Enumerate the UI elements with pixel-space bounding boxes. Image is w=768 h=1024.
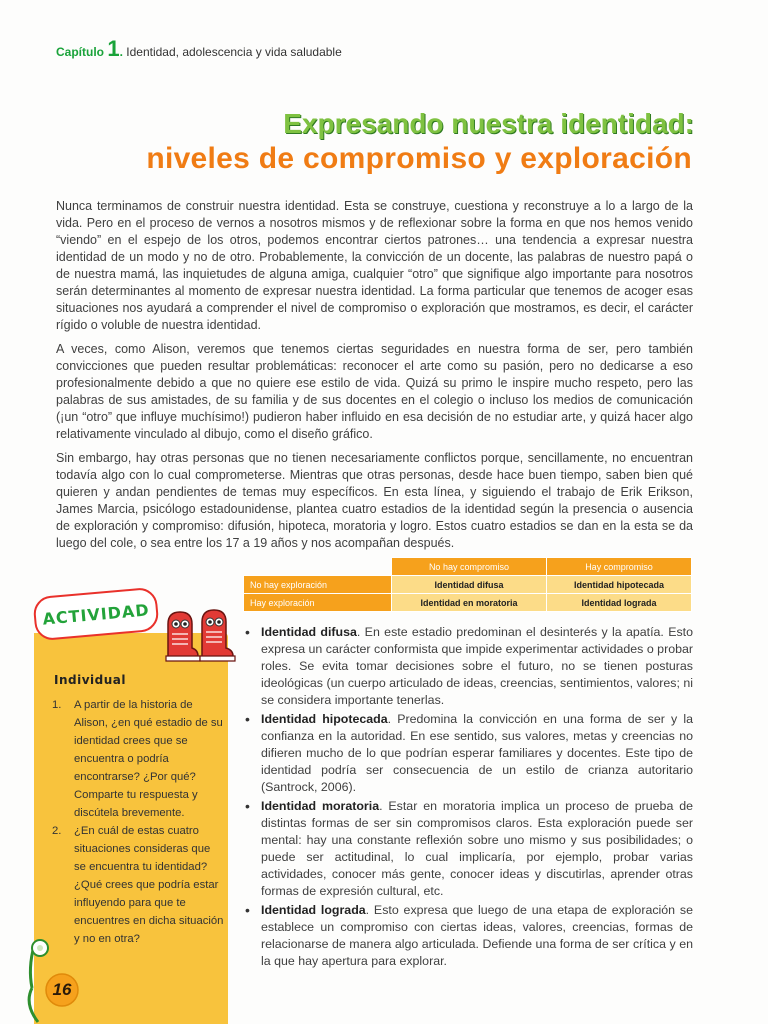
item-text: ¿En cuál de estas cuatro situaciones consideras que se encuentra tu identidad? ¿Qué crees que podría estar influyendo para que te encuentres en dicha situación y no en otra? — [74, 825, 224, 945]
list-item — [243, 624, 693, 709]
page-number: 16 — [52, 980, 72, 999]
bullet-text: . Esto expresa que luego de una etapa de exploración se establece un compromiso con ciertas ideas, valores, creencias, formas de relacionarse de manera algo articulada. Defiende una forma de ser crítica y en la que hay apertura para explorar. — [261, 903, 693, 968]
table-cell: Identidad en moratoria — [392, 594, 547, 612]
sneakers-icon — [162, 602, 238, 664]
bullet-text: . En este estadio predominan el desinterés y la apatía. Esto expresa un carácter conformista que impide experimentar actividades o probar roles. Se evita tomar decisiones sobre el futuro, no se tienen posturas ideológicas (un cuerpo articulado de ideas, creencias, sentimientos, valores; ni se considera importante tenerlas. — [261, 625, 693, 707]
list-item — [243, 798, 693, 900]
list-item — [243, 902, 693, 970]
chapter-header — [56, 36, 342, 62]
paragraph: Nunca terminamos de construir nuestra identidad. Esta se construye, cuestiona y reconstruye a lo a largo de la vida. Pero en el proceso de vernos a nosotros mismos y de reflexionar sobre la forma en que nos hemos venido “viendo” en el espejo de los otros, podemos encontrar ciertos patrones… una tendencia a expresar nuestra identidad de un modo y no de otro. Probablemente, la convicción de un docente, las palabras de nuestro papá o de nuestra mamá, las inquietudes de alguna amiga, cualquier “otro” que signifique algo importante para nosotros serán determinantes al momento de expresar nuestra identidad. La forma particular que tenemos de acoger esas situaciones nos ayudará a comprender el nivel de compromiso o exploración que mostramos, es decir, el carácter rígido o voluble de nuestra identidad. — [56, 199, 693, 332]
chapter-number: 1 — [107, 36, 120, 61]
list-item — [52, 696, 224, 822]
table-cell: Identidad difusa — [392, 576, 547, 594]
table-corner — [244, 558, 392, 576]
bullet-text: . Predomina la convicción en una forma de ser y la confianza en la autoridad. En ese sentido, sus valores, metas y creencias no difieren mucho de lo que podrían esperar familiares y docentes. Este tipo de identidad podría ser consecuencia de un estilo de crianza autoritario (Santrock, 2006). — [261, 712, 694, 794]
col-header-no-commitment: No hay compromiso — [392, 558, 547, 576]
activity-tag-label: ACTIVIDAD — [41, 599, 151, 629]
list-item — [243, 711, 693, 796]
bullet-term: Identidad moratoria — [261, 799, 380, 813]
bullet-term: Identidad hipotecada — [261, 712, 388, 726]
bullet-text: . Estar en moratoria implica un proceso de prueba de distintas formas de ser sin compromisos claros. Esta exploración puede ser mental: hay una constante reflexión sobre uno mismo y sus posibilidades; o puede ser actitudinal, lo cual implicaría, por ejemplo, probar varias actividades, conocer más gente, conocer ideas y discutirlas, aprender otras formas de expresión cultural, etc. — [261, 799, 693, 898]
identity-status-table — [243, 557, 692, 612]
bullet-term: Identidad lograda — [261, 903, 366, 917]
row-header: Hay exploración — [244, 594, 392, 612]
activity-subtitle: Individual — [54, 673, 126, 687]
col-header-commitment: Hay compromiso — [546, 558, 691, 576]
page-number-badge-icon — [16, 938, 86, 1024]
chapter-title: Identidad, adolescencia y vida saludable — [126, 45, 342, 59]
chapter-dot: . — [119, 45, 123, 59]
page-title-line1: Expresando nuestra identidad: — [283, 108, 694, 139]
page-title-line2: niveles de compromiso y exploración — [146, 142, 692, 175]
table-row — [244, 576, 692, 594]
paragraph: A veces, como Alison, veremos que tenemos ciertas seguridades en nuestra forma de ser, pero también convicciones que pueden resultar problemáticas: reconocer el arte como su pasión, pero no dedicarse a eso profesionalmente debido a que no quiere ese estilo de vida. Quizá su primo le inspire mucho respeto, pero las palabras de sus amistades, de su familia y de sus docentes en el colegio o incluso los medios de comunicación (¡un “otro” que influye muchísimo!) pudieron haber influido en esa decisión de no estudiar arte, y quizá hacer algo relativamente vinculado al dibujo, como el diseño gráfico. — [56, 342, 693, 441]
chapter-word: Capítulo — [56, 45, 104, 59]
table-row — [244, 594, 692, 612]
table-cell: Identidad hipotecada — [546, 576, 691, 594]
paragraph: Sin embargo, hay otras personas que no tienen necesariamente conflictos porque, sencillamente, no encuentran todavía algo con lo cual comprometerse. Mientras que otras personas, desde hace buen tiempo, saben bien qué quieren y andan pendientes de temas muy específicos. En esta línea, y siguiendo el trabajo de Erik Erikson, James Marcia, psicólogo estadounidense, plantea cuatro estadios de la identidad según la presencia o ausencia de exploración y compromiso: difusión, hipoteca, moratoria y logro. Estos cuatro estadios se dan en la esta se da luego del cole, o sea entre los 17 a 19 años y nos acompañan después. — [56, 451, 693, 550]
table-cell: Identidad lograda — [546, 594, 691, 612]
item-text: A partir de la historia de Alison, ¿en qué estadio de su identidad crees que se encuentra o podría encontrarse? ¿Por qué? Comparte tu respuesta y discútela brevemente. — [74, 699, 223, 819]
row-header: No hay exploración — [244, 576, 392, 594]
table-header-row — [244, 558, 692, 576]
activity-questions — [52, 696, 224, 948]
bullet-term: Identidad difusa — [261, 625, 357, 639]
identity-status-list — [243, 624, 693, 972]
body-text — [56, 198, 693, 559]
item-number: 1. — [52, 699, 62, 711]
item-number: 2. — [52, 825, 62, 837]
list-item — [52, 822, 224, 948]
